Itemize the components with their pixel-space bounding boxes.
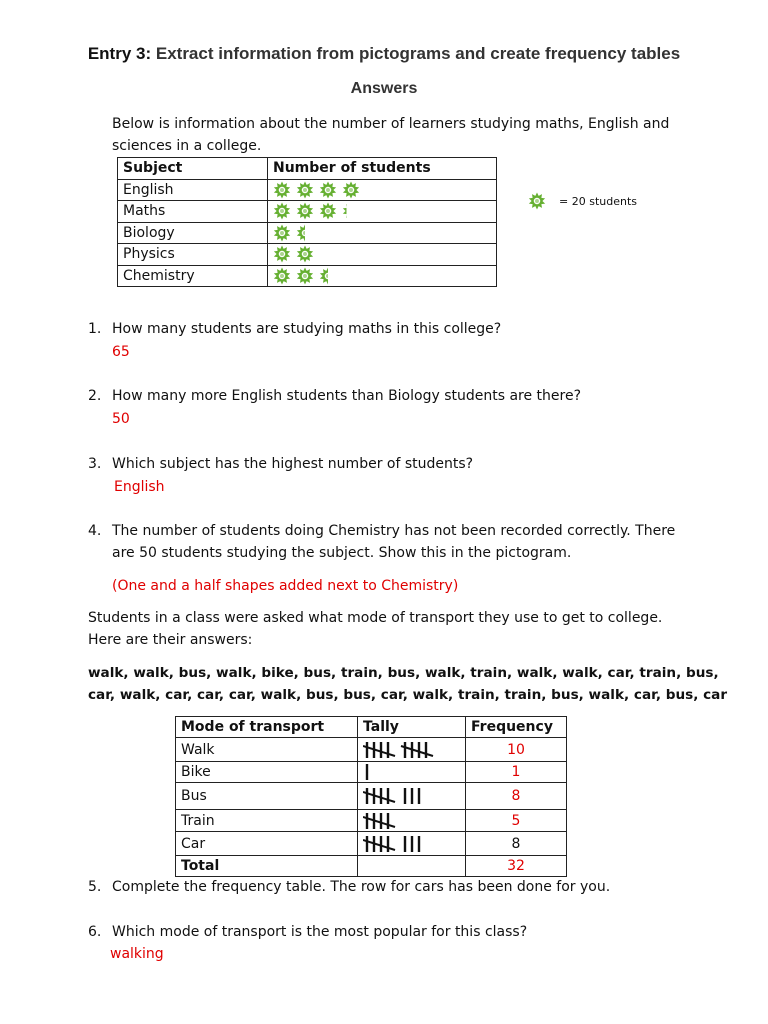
pictogram-symbols <box>268 265 497 287</box>
pictogram-header-subject: Subject <box>118 158 268 180</box>
star-symbol-icon <box>319 181 337 199</box>
frequency-header-mode: Mode of transport <box>176 717 358 738</box>
star-symbol-icon <box>319 202 337 220</box>
frequency-table-wrap <box>175 716 567 877</box>
pictogram-subject: Biology <box>118 222 268 244</box>
answer-1: 65 <box>112 344 130 360</box>
pictogram-row <box>118 265 497 287</box>
total-value: 32 <box>466 856 567 877</box>
intro-line-1: Below is information about the number of learners studying maths, English and <box>112 116 670 132</box>
tally-marks-icon <box>363 834 430 854</box>
frequency-mode: Train <box>176 810 358 832</box>
answer-2: 50 <box>112 411 130 427</box>
question-number: 1. <box>88 321 102 337</box>
frequency-row <box>176 783 567 810</box>
frequency-mode: Walk <box>176 738 358 762</box>
pictogram-row <box>118 222 497 244</box>
pictogram-table <box>117 157 497 287</box>
frequency-table <box>175 716 567 877</box>
star-symbol-icon <box>528 192 546 210</box>
frequency-row <box>176 832 567 856</box>
answers-heading: Answers <box>350 80 418 97</box>
star-symbol-icon <box>528 192 551 210</box>
frequency-header-tally: Tally <box>358 717 466 738</box>
title-text: Extract information from pictograms and create frequency tables <box>155 44 681 63</box>
star-symbol-icon <box>273 245 291 263</box>
key-label: = 20 students <box>559 194 637 208</box>
frequency-total-row <box>176 856 567 877</box>
frequency-row <box>176 810 567 832</box>
frequency-mode: Car <box>176 832 358 856</box>
intro2-line-2: Here are their answers: <box>88 632 253 648</box>
frequency-row <box>176 762 567 783</box>
frequency-row <box>176 738 567 762</box>
intro-line-2: sciences in a college. <box>112 138 262 154</box>
question-1 <box>88 318 501 340</box>
pictogram-symbols <box>268 201 497 223</box>
pictogram-table-wrap <box>117 157 497 287</box>
star-symbol-icon <box>296 224 314 242</box>
question-text: How many more English students than Biology students are there? <box>112 388 582 404</box>
tally-marks-icon <box>363 811 405 831</box>
star-symbol-icon <box>273 202 291 220</box>
question-5 <box>88 876 610 898</box>
tally-marks-icon <box>363 740 443 760</box>
question-2 <box>88 385 581 407</box>
tally-marks-icon <box>363 786 430 806</box>
question-text: Which subject has the highest number of students? <box>112 456 474 472</box>
tally-marks <box>358 832 466 856</box>
pictogram-subject: Chemistry <box>118 265 268 287</box>
frequency-header-row <box>176 717 567 738</box>
pictogram-key <box>528 192 637 210</box>
frequency-value: 1 <box>466 762 567 783</box>
question-text-line-1: The number of students doing Chemistry has not been recorded correctly. There <box>112 523 676 539</box>
total-tally-empty <box>358 856 466 877</box>
star-symbol-icon <box>296 245 314 263</box>
question-text: How many students are studying maths in this college? <box>112 321 502 337</box>
question-number: 5. <box>88 879 102 895</box>
pictogram-subject: Maths <box>118 201 268 223</box>
pictogram-header-students: Number of students <box>268 158 497 180</box>
pictogram-row <box>118 179 497 201</box>
star-symbol-icon <box>273 224 291 242</box>
question-text-line-2: are 50 students studying the subject. Show this in the pictogram. <box>112 545 572 561</box>
star-symbol-icon <box>342 202 360 220</box>
pictogram-subject: English <box>118 179 268 201</box>
pictogram-subject: Physics <box>118 244 268 266</box>
star-symbol-icon <box>342 181 360 199</box>
pictogram-symbols <box>268 179 497 201</box>
total-label: Total <box>176 856 358 877</box>
responses-line-1: walk, walk, bus, walk, bike, bus, train, bus, walk, train, walk, walk, car, train, bus, <box>88 665 719 681</box>
star-symbol-icon <box>273 267 291 285</box>
frequency-value: 10 <box>466 738 567 762</box>
transport-responses <box>88 662 727 706</box>
responses-line-2: car, walk, car, car, car, walk, bus, bus, car, walk, train, train, bus, walk, car, bus, car <box>88 687 728 703</box>
tally-marks <box>358 783 466 810</box>
question-number: 2. <box>88 388 102 404</box>
star-symbol-icon <box>296 267 314 285</box>
star-symbol-icon <box>319 267 337 285</box>
tally-marks <box>358 738 466 762</box>
question-number: 3. <box>88 456 102 472</box>
question-number: 6. <box>88 924 102 940</box>
intro-paragraph-2 <box>88 607 662 651</box>
star-symbol-icon <box>296 181 314 199</box>
intro-paragraph-1 <box>112 113 669 157</box>
question-6 <box>88 921 527 943</box>
answer-3: English <box>114 479 165 495</box>
frequency-value: 8 <box>466 832 567 856</box>
tally-marks <box>358 762 466 783</box>
frequency-mode: Bus <box>176 783 358 810</box>
question-number: 4. <box>88 523 102 539</box>
star-symbol-icon <box>296 202 314 220</box>
tally-marks <box>358 810 466 832</box>
pictogram-symbols <box>268 244 497 266</box>
frequency-value: 8 <box>466 783 567 810</box>
question-4 <box>88 520 675 564</box>
page-title <box>0 44 768 64</box>
intro2-line-1: Students in a class were asked what mode of transport they use to get to college. <box>88 610 663 626</box>
pictogram-row <box>118 244 497 266</box>
pictogram-header-row <box>118 158 497 180</box>
question-3 <box>88 453 473 475</box>
frequency-mode: Bike <box>176 762 358 783</box>
answer-4: (One and a half shapes added next to Chemistry) <box>112 578 459 594</box>
tally-marks-icon <box>363 762 378 782</box>
frequency-value: 5 <box>466 810 567 832</box>
question-text: Which mode of transport is the most popular for this class? <box>112 924 528 940</box>
question-text: Complete the frequency table. The row for cars has been done for you. <box>112 879 611 895</box>
star-symbol-icon <box>273 181 291 199</box>
pictogram-symbols <box>268 222 497 244</box>
title-entry: Entry 3: <box>87 44 152 63</box>
answer-6: walking <box>110 946 164 962</box>
pictogram-row <box>118 201 497 223</box>
frequency-header-frequency: Frequency <box>466 717 567 738</box>
